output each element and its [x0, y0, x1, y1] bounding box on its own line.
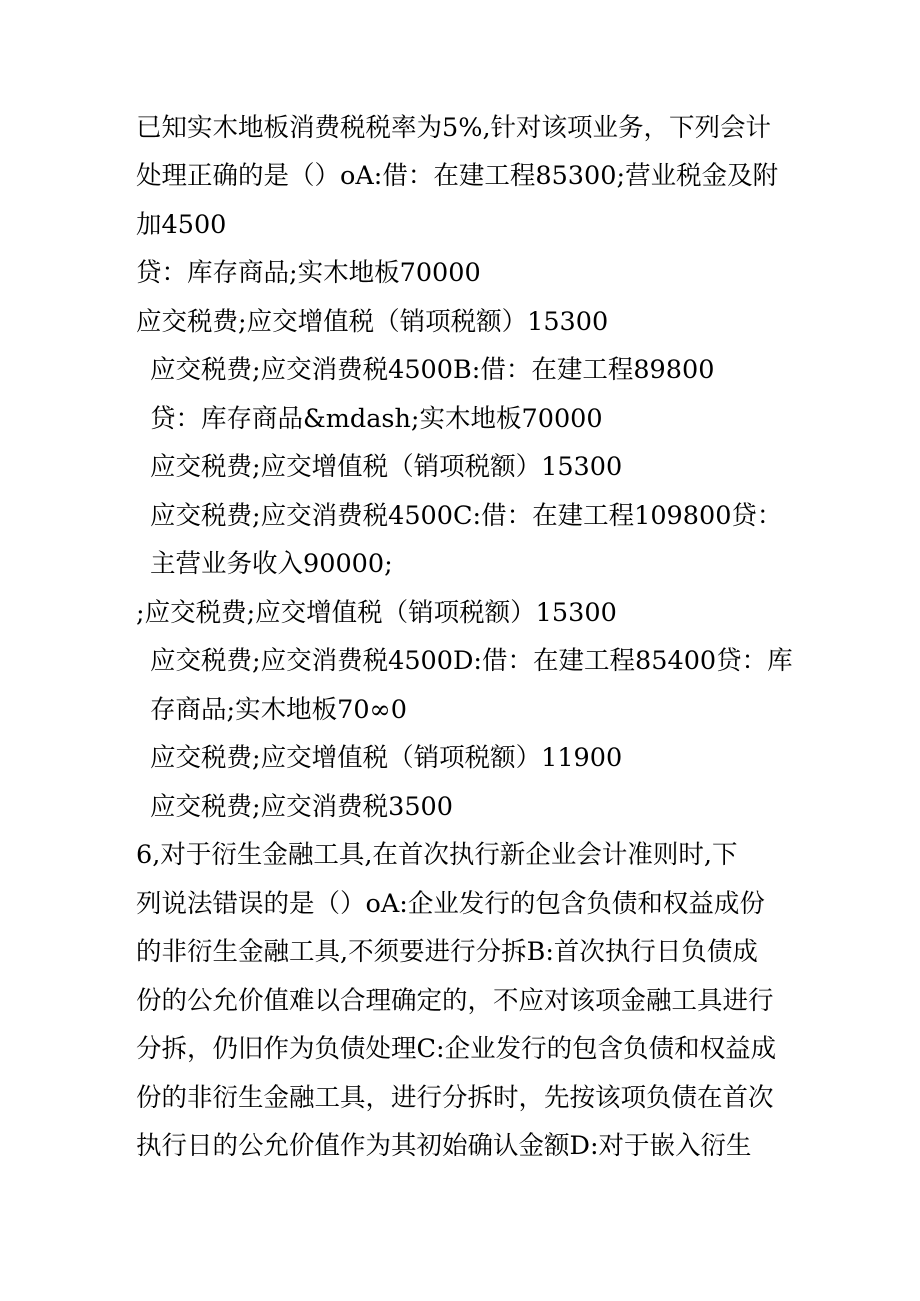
- text-line: 应交税费;应交消费税4500C:借：在建工程109800贷：: [150, 501, 783, 531]
- text-line: ;应交税费;应交增值税（销项税额）15300: [136, 598, 617, 628]
- text-line: 应交税费;应交增值税（销项税额）15300: [150, 452, 623, 482]
- text-line: 应交税费;应交增值税（销项税额）11900: [150, 743, 623, 773]
- text-line: 主营业务收入90000;: [150, 549, 393, 579]
- text-line: 应交税费;应交增值税（销项税额）15300: [136, 307, 609, 337]
- text-line: 应交税费;应交消费税3500: [150, 792, 453, 822]
- text-line: 应交税费;应交消费税4500B:借：在建工程89800: [150, 355, 715, 385]
- text-line: 加4500: [136, 210, 227, 240]
- text-line: 份的非衍生金融工具，进行分拆时，先按该项负债在首次: [136, 1083, 774, 1113]
- text-line: 处理正确的是（）oA:借：在建工程85300;营业税金及附: [136, 161, 779, 191]
- text-line: 执行日的公允价值作为其初始确认金额D:对于嵌入衍生: [136, 1131, 752, 1161]
- text-line: 6,对于衍生金融工具,在首次执行新企业会计准则时,下: [136, 840, 738, 870]
- text-line: 列说法错误的是（）oA:企业发行的包含负债和权益成份: [136, 889, 765, 919]
- text-line: 贷：库存商品;实木地板70000: [136, 258, 481, 288]
- text-line: 存商品;实木地板70∞0: [150, 695, 408, 725]
- text-line: 应交税费;应交消费税4500D:借：在建工程85400贷：库: [150, 646, 793, 676]
- text-line: 分拆，仍旧作为负债处理C:企业发行的包含负债和权益成: [136, 1034, 777, 1064]
- text-line: 贷：库存商品&mdash;实木地板70000: [150, 404, 603, 434]
- text-line: 份的公允价值难以合理确定的，不应对该项金融工具进行: [136, 986, 774, 1016]
- text-line: 已知实木地板消费税税率为5%,针对该项业务，下列会计: [136, 113, 772, 143]
- text-line: 的非衍生金融工具,不须要进行分拆B:首次执行日负债成: [136, 937, 758, 967]
